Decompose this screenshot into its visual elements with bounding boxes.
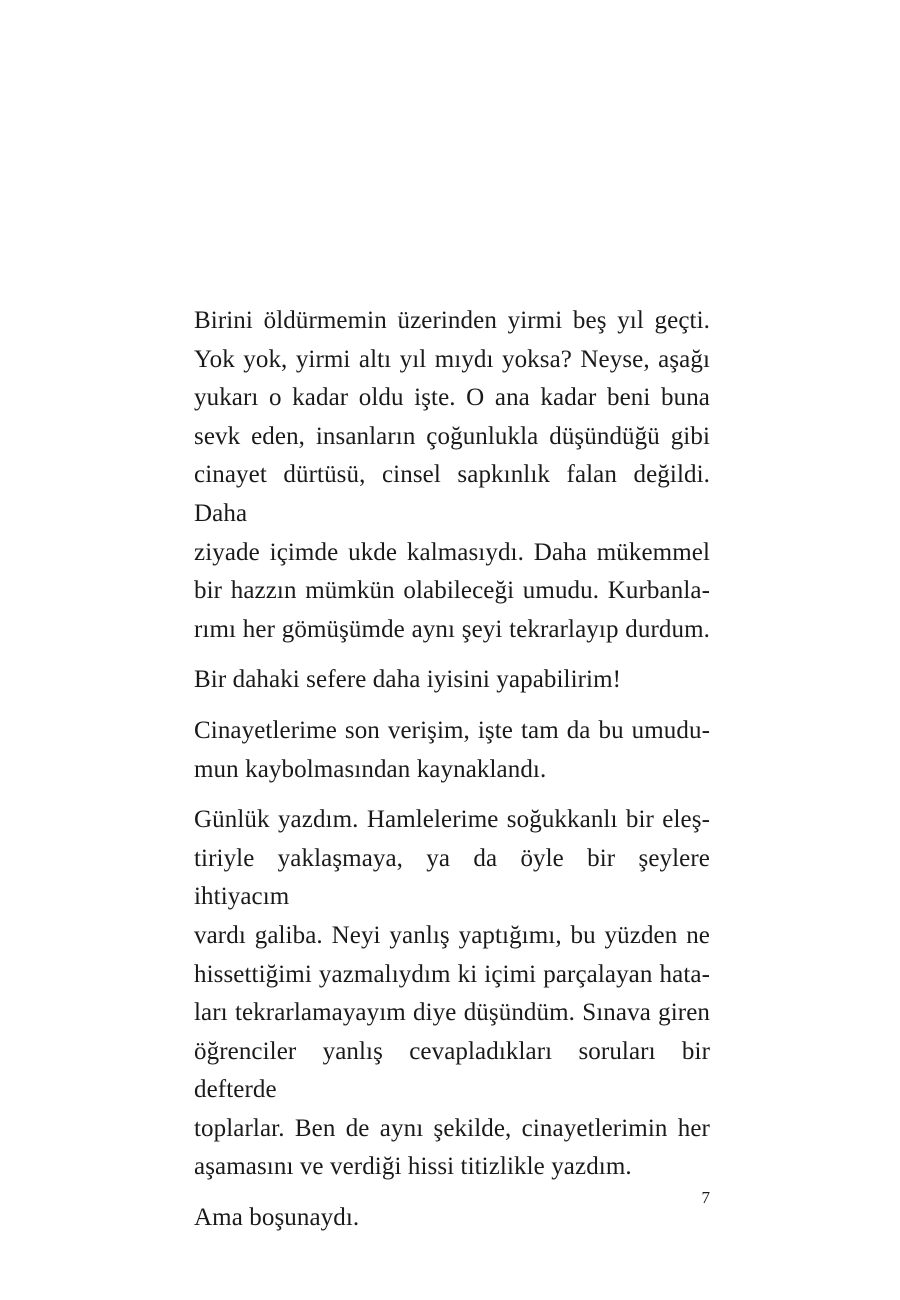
text-line: Günlük yazdım. Hamlelerime soğukkanlı bir eleş-: [194, 806, 710, 834]
text-line: sevk eden, insanların çoğunlukla düşündüğü gibi: [194, 422, 710, 450]
text-line: Birini öldürmemin üzerinden yirmi beş yıl geçti.: [194, 307, 710, 334]
text-line: Ama boşunaydı.: [194, 1204, 360, 1232]
paragraph-5: [194, 1199, 710, 1238]
text-line: tiriyle yaklaşmaya, ya da öyle bir şeylere ihtiyacım: [194, 844, 710, 911]
text-line: hissettiğimi yazmalıydım ki içimi parçalayan hata-: [194, 960, 710, 988]
text-line: ziyade içimde ukde kalmasıydı. Daha mükemmel: [194, 538, 710, 566]
text-line: vardı galiba. Neyi yanlış yaptığımı, bu yüzden ne: [194, 921, 710, 949]
text-line: Cinayetlerime son verişim, işte tam da bu umudu-: [194, 716, 710, 744]
text-line: rımı her gömüşümde aynı şeyi tekrarlayıp durdum.: [194, 615, 710, 643]
paragraph-3: [194, 712, 710, 789]
text-line: ları tekrarlamayayım diye düşündüm. Sınava giren: [194, 999, 710, 1027]
paragraph-4: [194, 801, 710, 1187]
page-number: 7: [701, 1188, 710, 1207]
text-line: yukarı o kadar oldu işte. O ana kadar beni buna: [194, 384, 710, 412]
text-line: Yok yok, yirmi altı yıl mıydı yoksa? Neyse, aşağı: [194, 345, 710, 373]
text-line: cinayet dürtüsü, cinsel sapkınlık falan değildi. Daha: [194, 461, 710, 527]
text-line: aşamasını ve verdiği hissi titizlikle yazdım.: [194, 1153, 632, 1181]
body-text: [194, 302, 710, 1250]
paragraph-1: [194, 302, 710, 649]
text-line: öğrenciler yanlış cevapladıkları soruları bir defterde: [194, 1037, 710, 1104]
text-line: mun kaybolmasından kaynaklandı.: [194, 755, 547, 783]
text-line: bir hazzın mümkün olabileceği umudu. Kurbanla-: [194, 577, 710, 605]
paragraph-2: [194, 661, 710, 700]
text-line: Bir dahaki sefere daha iyisini yapabilirim!: [194, 666, 622, 694]
text-line: toplarlar. Ben de aynı şekilde, cinayetlerimin her: [194, 1114, 710, 1142]
